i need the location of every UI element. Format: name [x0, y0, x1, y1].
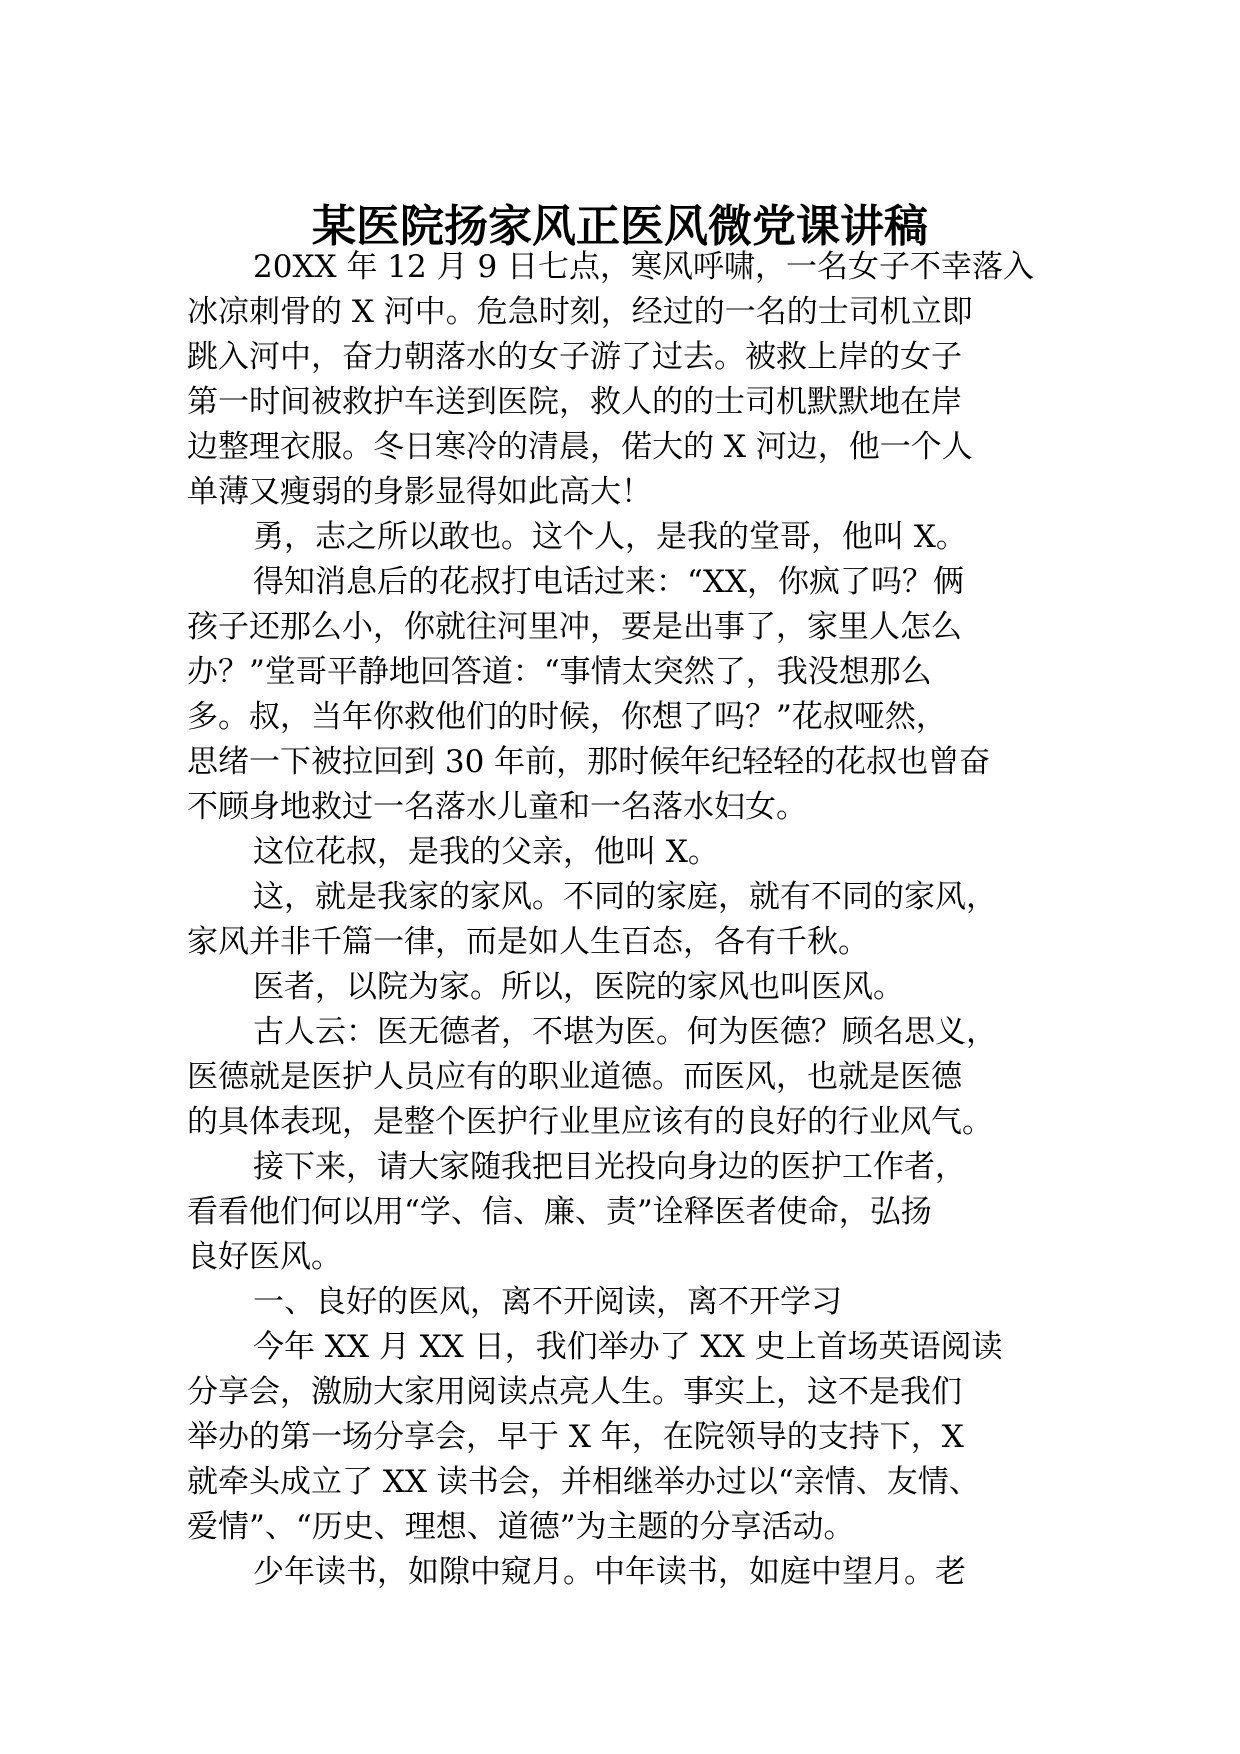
text-line: 勇，志之所以敢也。这个人，是我的堂哥，他叫 X。: [253, 519, 967, 555]
text-line: 孩子还那么小，你就往河里冲，要是出事了，家里人怎么: [187, 609, 962, 645]
text-line: 分享会，激励大家用阅读点亮人生。事实上，这不是我们: [187, 1374, 962, 1410]
document-title: 某医院扬家风正医风微党课讲稿: [312, 201, 928, 253]
text-line: 冰凉刺骨的 X 河中。危急时刻，经过的一名的士司机立即: [187, 294, 973, 330]
paragraph: [187, 875, 1087, 965]
text-line: 不顾身地救过一名落水儿童和一名落水妇女。: [187, 789, 807, 825]
text-line: 今年 XX 月 XX 日，我们举办了 XX 史上首场英语阅读: [253, 1329, 1003, 1365]
text-line: 思绪一下被拉回到 30 年前，那时候年纪轻轻的花叔也曾奋: [187, 744, 991, 780]
text-line: 跳入河中，奋力朝落水的女子游了过去。被救上岸的女子: [187, 339, 962, 375]
text-line: 爱情”、“历史、理想、道德”为主题的分享活动。: [187, 1509, 855, 1545]
paragraph: [187, 965, 1087, 1010]
text-line: 古人云：医无德者，不堪为医。何为医德？顾名思义，: [253, 1014, 997, 1050]
text-line: 看看他们何以用“学、信、廉、责”诠释医者使命，弘扬: [187, 1194, 932, 1230]
paragraph: [187, 1550, 1087, 1595]
paragraph: [187, 1010, 1087, 1145]
paragraph: [187, 1145, 1087, 1280]
document-body: [187, 245, 1087, 1595]
text-line: 第一时间被救护车送到医院，救人的的士司机默默地在岸: [187, 384, 962, 420]
text-line: 这位花叔，是我的父亲，他叫 X。: [253, 834, 719, 870]
text-line: 就牵头成立了 XX 读书会，并相继举办过以“亲情、友情、: [187, 1464, 980, 1500]
paragraph: [187, 245, 1087, 515]
text-line: 医者，以院为家。所以，医院的家风也叫医风。: [253, 969, 904, 1005]
text-line: 单薄又瘦弱的身影显得如此高大！: [187, 474, 652, 510]
text-line: 得知消息后的花叔打电话过来：“XX，你疯了吗？俩: [253, 564, 964, 600]
text-line: 这，就是我家的家风。不同的家庭，就有不同的家风，: [253, 879, 997, 915]
text-line: 的具体表现，是整个医护行业里应该有的良好的行业风气。: [187, 1104, 993, 1140]
text-line: 多。叔，当年你救他们的时候，你想了吗？”花叔哑然，: [187, 699, 947, 735]
text-line: 一、良好的医风，离不开阅读，离不开学习: [253, 1284, 842, 1320]
text-line: 接下来，请大家随我把目光投向身边的医护工作者，: [253, 1149, 966, 1185]
paragraph: [187, 515, 1087, 560]
text-line: 20XX 年 12 月 9 日七点，寒风呼啸，一名女子不幸落入: [253, 249, 1035, 285]
paragraph: [187, 1325, 1087, 1550]
section-heading: [187, 1280, 1087, 1325]
text-line: 少年读书，如隙中窥月。中年读书，如庭中望月。老: [253, 1554, 966, 1590]
text-line: 医德就是医护人员应有的职业道德。而医风，也就是医德: [187, 1059, 962, 1095]
text-line: 办？”堂哥平静地回答道：“事情太突然了，我没想那么: [187, 654, 932, 690]
paragraph: [187, 830, 1087, 875]
text-line: 家风并非千篇一律，而是如人生百态，各有千秋。: [187, 924, 869, 960]
text-line: 良好医风。: [187, 1239, 342, 1275]
paragraph: [187, 560, 1087, 830]
text-line: 举办的第一场分享会，早于 X 年，在院领导的支持下，X: [187, 1419, 964, 1455]
text-line: 边整理衣服。冬日寒冷的清晨，偌大的 X 河边，他一个人: [187, 429, 973, 465]
